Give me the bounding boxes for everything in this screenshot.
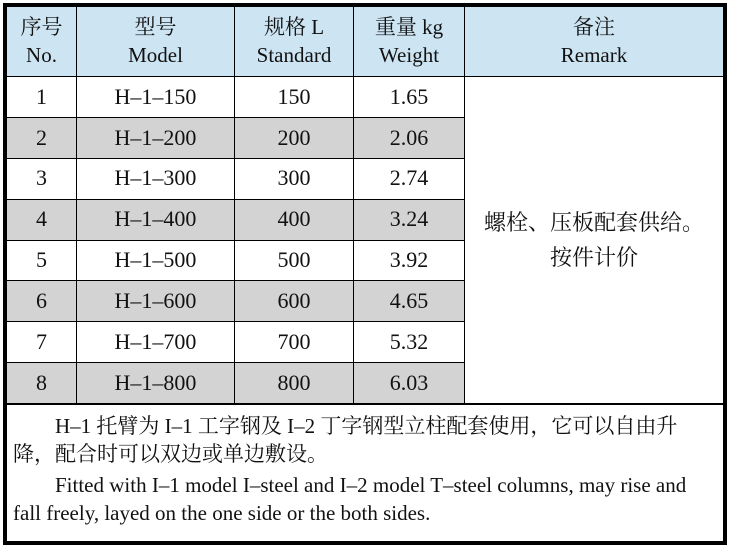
cell-model: H–1–200 [77,118,235,159]
cell-model: H–1–300 [77,159,235,200]
cell-weight: 1.65 [354,77,465,118]
header-model-en: Model [128,42,183,67]
table-row [7,241,465,282]
table-left-columns [7,7,465,403]
header-weight-en: Weight [378,42,440,67]
table-row [7,322,465,363]
header-no-zh: 序号 [20,15,63,40]
note-en: Fitted with I–1 model I–steel and I–2 model T–steel columns, may rise and fall freely, layed on the one side or the both sides. [13,473,687,526]
cell-weight: 5.32 [354,322,465,363]
cell-no: 3 [7,159,77,200]
cell-model: H–1–600 [77,281,235,322]
cell-standard: 800 [235,363,354,403]
header-cell-remark [465,7,723,77]
cell-standard: 400 [235,200,354,241]
header-cell-model [77,7,235,77]
cell-no: 8 [7,363,77,403]
table-frame [3,3,727,545]
cell-weight: 3.24 [354,200,465,241]
cell-weight: 3.92 [354,241,465,282]
cell-standard: 500 [235,241,354,282]
header-cell-no [7,7,77,77]
cell-standard: 300 [235,159,354,200]
remark-line-1: 螺栓、压板配套供给。 [483,209,704,235]
header-remark-en: Remark [560,42,628,67]
cell-no: 1 [7,77,77,118]
cell-no: 7 [7,322,77,363]
cell-no: 2 [7,118,77,159]
cell-model: H–1–150 [77,77,235,118]
cell-weight: 2.74 [354,159,465,200]
header-weight-zh: 重量 kg [374,15,444,40]
cell-model: H–1–400 [77,200,235,241]
remark-column [465,7,723,403]
table-header-row [7,7,465,77]
header-remark-zh: 备注 [573,15,615,40]
spec-table [7,7,723,405]
header-model-zh: 型号 [134,15,177,40]
table-row [7,281,465,322]
table-row [7,159,465,200]
cell-weight: 6.03 [354,363,465,403]
cell-standard: 150 [235,77,354,118]
table-row [7,118,465,159]
cell-model: H–1–700 [77,322,235,363]
cell-weight: 4.65 [354,281,465,322]
header-no-en: No. [26,42,57,67]
notes-section [7,405,723,541]
remark-line-2: 按件计价 [549,245,638,270]
cell-no: 4 [7,200,77,241]
cell-standard: 200 [235,118,354,159]
header-standard-zh: 规格 L [263,15,325,40]
table-row [7,200,465,241]
cell-standard: 700 [235,322,354,363]
header-cell-standard [235,7,354,77]
cell-model: H–1–500 [77,241,235,282]
table-row [7,363,465,403]
cell-no: 6 [7,281,77,322]
note-zh: H–1 托臂为 I–1 工字钢及 I–2 丁字钢型立柱配套使用，它可以自由升降，配合时可以双边或单边敷设。 [13,414,678,466]
header-standard-en: Standard [256,42,332,67]
cell-standard: 600 [235,281,354,322]
cell-weight: 2.06 [354,118,465,159]
cell-model: H–1–800 [77,363,235,403]
table-body [7,77,465,403]
remark-cell [465,77,723,403]
header-cell-weight [354,7,465,77]
cell-no: 5 [7,241,77,282]
table-row [7,77,465,118]
